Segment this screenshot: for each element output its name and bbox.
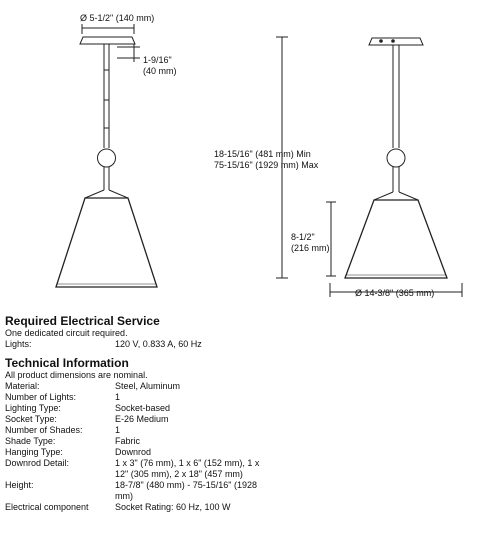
spec-row — [5, 447, 487, 458]
technical-subtitle: All product dimensions are nominal. — [5, 370, 148, 380]
left-view — [56, 24, 157, 287]
spec-label: Lights: — [5, 339, 32, 349]
spec-value: 1 — [115, 392, 121, 402]
shade-height-label-2: (216 mm) — [291, 243, 330, 253]
spec-label: Hanging Type: — [5, 447, 63, 457]
spec-row — [5, 425, 487, 436]
spec-label: Electrical component — [5, 502, 89, 512]
electrical-subtitle: One dedicated circuit required. — [5, 328, 128, 338]
spec-value: Fabric — [115, 436, 141, 446]
spec-label: Lighting Type: — [5, 403, 61, 413]
spec-row — [5, 392, 487, 403]
spec-label: Material: — [5, 381, 40, 391]
shade-height-label-1: 8-1/2" — [291, 232, 315, 242]
spec-row — [5, 403, 487, 414]
overall-height-label-2: 75-15/16" (1929 mm) Max — [214, 160, 319, 170]
downrod-length-label-1: 1-9/16" — [143, 55, 172, 65]
spec-row — [5, 414, 487, 425]
electrical-section — [5, 314, 487, 350]
spec-row — [5, 458, 487, 480]
spec-value: 1 x 3" (76 mm), 1 x 6" (152 mm), 1 x 12" (305 mm), 2 x 18" (457 mm) — [115, 458, 260, 479]
spec-label: Number of Lights: — [5, 392, 77, 402]
spec-value: E-26 Medium — [115, 414, 169, 424]
spec-label: Socket Type: — [5, 414, 57, 424]
spec-value: 1 — [115, 425, 121, 435]
spec-row — [5, 381, 487, 392]
spec-row — [5, 480, 487, 502]
shade-width-label: Ø 14-3/8" (365 mm) — [355, 288, 435, 298]
spec-label: Number of Shades: — [5, 425, 83, 435]
spec-value: 18-7/8" (480 mm) - 75-15/16" (1928 mm) — [115, 480, 257, 501]
spec-label: Downrod Detail: — [5, 458, 70, 468]
spec-value: Steel, Aluminum — [115, 381, 181, 391]
spec-value: Downrod — [115, 447, 152, 457]
spec-label: Shade Type: — [5, 436, 56, 446]
spec-sheet — [5, 314, 487, 513]
spec-row — [5, 502, 487, 513]
spec-row — [5, 436, 487, 447]
technical-title: Technical Information — [5, 356, 129, 370]
spec-value: 120 V, 0.833 A, 60 Hz — [115, 339, 202, 349]
downrod-length-label-2: (40 mm) — [143, 66, 177, 76]
spec-value: Socket Rating: 60 Hz, 100 W — [115, 502, 231, 512]
technical-section — [5, 356, 487, 513]
electrical-title: Required Electrical Service — [5, 314, 160, 328]
spec-label: Height: — [5, 480, 34, 490]
canopy-width-label: Ø 5-1/2" (140 mm) — [80, 13, 155, 23]
spec-row — [5, 339, 487, 350]
overall-height-label-1: 18-15/16" (481 mm) Min — [214, 149, 311, 159]
spec-value: Socket-based — [115, 403, 171, 413]
